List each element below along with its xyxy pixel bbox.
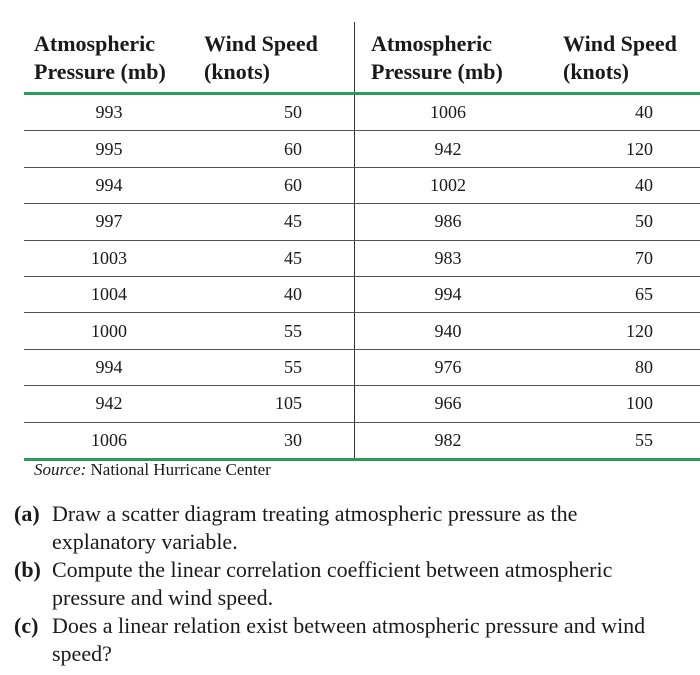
question-label: (a) <box>14 501 40 526</box>
table-row <box>24 386 700 422</box>
wind-speed-cell: 70 <box>541 240 700 276</box>
header-wind-2: Wind Speed (knots) <box>541 22 700 94</box>
header-pressure-2: Atmospheric Pressure (mb) <box>355 22 542 94</box>
table-body <box>24 94 700 460</box>
wind-speed-cell: 105 <box>194 386 355 422</box>
pressure-cell: 993 <box>24 94 194 131</box>
table-row <box>24 131 700 167</box>
table-row <box>24 422 700 459</box>
question-b <box>14 556 674 612</box>
pressure-cell: 1006 <box>355 94 542 131</box>
wind-speed-cell: 65 <box>541 276 700 312</box>
wind-speed-cell: 120 <box>541 131 700 167</box>
wind-speed-cell: 60 <box>194 131 355 167</box>
header-wind-1: Wind Speed (knots) <box>194 22 355 94</box>
table-row <box>24 349 700 385</box>
wind-speed-cell: 80 <box>541 349 700 385</box>
question-text: Draw a scatter diagram treating atmospheric pressure as the explanatory variable. <box>52 501 578 554</box>
wind-speed-cell: 40 <box>541 94 700 131</box>
pressure-cell: 994 <box>24 167 194 203</box>
question-text: Compute the linear correlation coefficient between atmospheric pressure and wind speed. <box>52 557 613 610</box>
wind-speed-cell: 100 <box>541 386 700 422</box>
pressure-cell: 983 <box>355 240 542 276</box>
pressure-cell: 994 <box>355 276 542 312</box>
source-label: Source: <box>34 460 87 479</box>
pressure-cell: 942 <box>24 386 194 422</box>
exercise-questions <box>14 500 674 668</box>
pressure-cell: 995 <box>24 131 194 167</box>
table-row <box>24 204 700 240</box>
pressure-cell: 1000 <box>24 313 194 349</box>
pressure-cell: 942 <box>355 131 542 167</box>
wind-speed-cell: 40 <box>194 276 355 312</box>
pressure-cell: 1004 <box>24 276 194 312</box>
source-note <box>34 460 271 480</box>
header-pressure-1: Atmospheric Pressure (mb) <box>24 22 194 94</box>
table-row <box>24 276 700 312</box>
pressure-cell: 1003 <box>24 240 194 276</box>
question-label: (c) <box>14 613 39 638</box>
pressure-cell: 966 <box>355 386 542 422</box>
wind-speed-cell: 55 <box>194 313 355 349</box>
table-row <box>24 94 700 131</box>
data-table-container <box>24 22 677 461</box>
wind-speed-cell: 50 <box>541 204 700 240</box>
question-c <box>14 612 674 668</box>
pressure-cell: 976 <box>355 349 542 385</box>
pressure-cell: 986 <box>355 204 542 240</box>
wind-speed-cell: 55 <box>194 349 355 385</box>
pressure-wind-table <box>24 22 700 461</box>
wind-speed-cell: 55 <box>541 422 700 459</box>
question-text: Does a linear relation exist between atmospheric pressure and wind speed? <box>52 613 646 666</box>
pressure-cell: 1006 <box>24 422 194 459</box>
wind-speed-cell: 120 <box>541 313 700 349</box>
question-label: (b) <box>14 557 41 582</box>
pressure-cell: 982 <box>355 422 542 459</box>
pressure-cell: 940 <box>355 313 542 349</box>
wind-speed-cell: 60 <box>194 167 355 203</box>
wind-speed-cell: 45 <box>194 204 355 240</box>
table-row <box>24 167 700 203</box>
pressure-cell: 994 <box>24 349 194 385</box>
wind-speed-cell: 40 <box>541 167 700 203</box>
wind-speed-cell: 45 <box>194 240 355 276</box>
wind-speed-cell: 50 <box>194 94 355 131</box>
pressure-cell: 997 <box>24 204 194 240</box>
wind-speed-cell: 30 <box>194 422 355 459</box>
table-row <box>24 313 700 349</box>
question-a <box>14 500 674 556</box>
table-row <box>24 240 700 276</box>
source-text: National Hurricane Center <box>90 460 271 479</box>
pressure-cell: 1002 <box>355 167 542 203</box>
table-header-row <box>24 22 700 94</box>
